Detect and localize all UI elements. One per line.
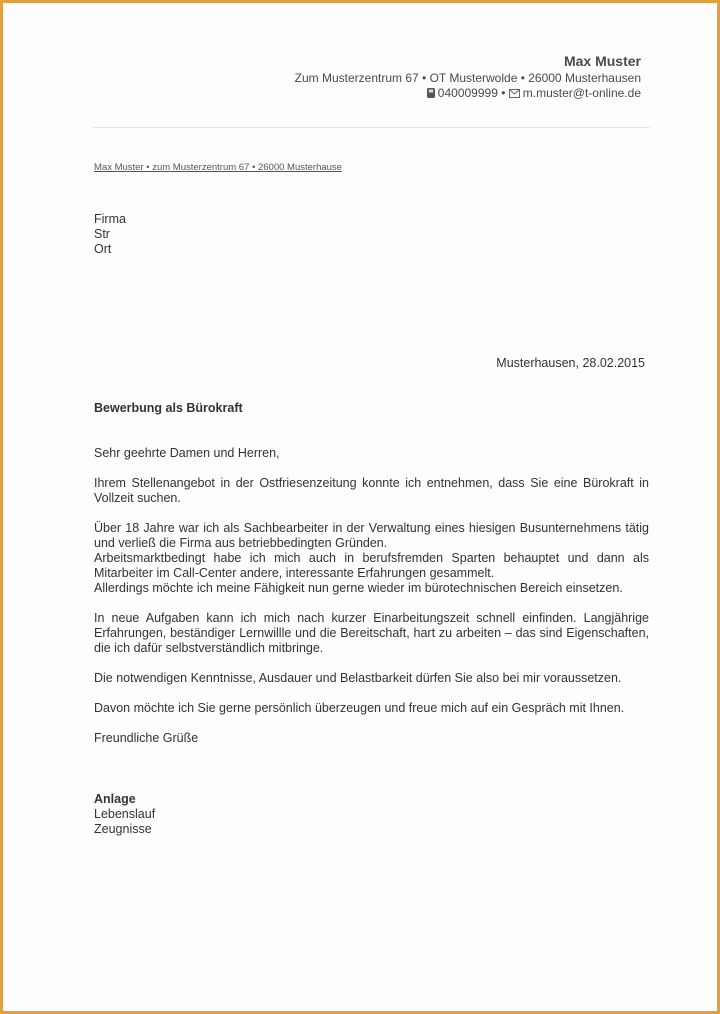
sender-contact [427,86,641,101]
sender-name: Max Muster [563,53,641,69]
place-date: Musterhausen, 28.02.2015 [496,356,645,370]
subject-line: Bewerbung als Bürokraft [94,401,243,415]
recipient-city: Ort [94,242,112,256]
sender-address: Zum Musterzentrum 67 • OT Musterwolde • 26000 Musterhausen [294,71,641,85]
envelope-icon [509,87,520,101]
paragraph-2-line-2: Arbeitsmarktbedingt habe ich mich auch in berufsfremden Sparten behauptet und dann als Mitarbeiter im Call-Center andere, interessante Erfahrungen gesammelt. [94,551,649,580]
recipient-company: Firma [94,212,126,226]
paragraph-4: Die notwendigen Kenntnisse, Ausdauer und Belastbarkeit dürfen Sie also bei mir voraussetzen. [94,671,622,685]
sender-email[interactable]: m.muster@t-online.de [522,86,641,100]
attachments-title: Anlage [94,792,136,806]
paragraph-1: Ihrem Stellenangebot in der Ostfriesenzeitung konnte ich entnehmen, dass Sie eine Bürokraft in Vollzeit suchen. [94,476,649,505]
letter-body [94,446,649,761]
phone-icon [427,87,435,101]
paragraph-3: In neue Aufgaben kann ich mich nach kurzer Einarbeitungszeit schnell einfinden. Langjährige Erfahrungen, beständiger Lernwillle und die Bereitschaft, hart zu arbeiten – das sind Eigenschaften, die ich dafür selbstverständlich mitbringe. [94,611,649,655]
letter-page [7,7,713,1007]
recipient-block [94,212,126,257]
paragraph-5: Davon möchte ich Sie gerne persönlich überzeugen und freue mich auf ein Gespräch mit Ihnen. [94,701,625,715]
header-divider [93,127,650,128]
paragraph-2-line-3: Allerdings möchte ich meine Fähigkeit nun gerne wieder im bürotechnischen Bereich einsetzen. [94,581,623,595]
contact-separator: • [501,86,506,100]
return-address-line: Max Muster • zum Musterzentrum 67 • 26000 Musterhause [94,162,342,173]
attachments-list [94,807,155,837]
sender-phone: 040009999 [437,86,498,100]
attachment-item: Zeugnisse [94,822,152,836]
paragraph-2-line-1: Über 18 Jahre war ich als Sachbearbeiter in der Verwaltung eines hiesigen Busunternehmens tätig und verließ die Firma aus betriebbedingten Gründen. [94,521,649,550]
attachment-item: Lebenslauf [94,807,156,821]
paragraph-2 [94,521,649,596]
closing: Freundliche Grüße [94,731,199,745]
salutation: Sehr geehrte Damen und Herren, [94,446,280,460]
recipient-street: Str [94,227,110,241]
